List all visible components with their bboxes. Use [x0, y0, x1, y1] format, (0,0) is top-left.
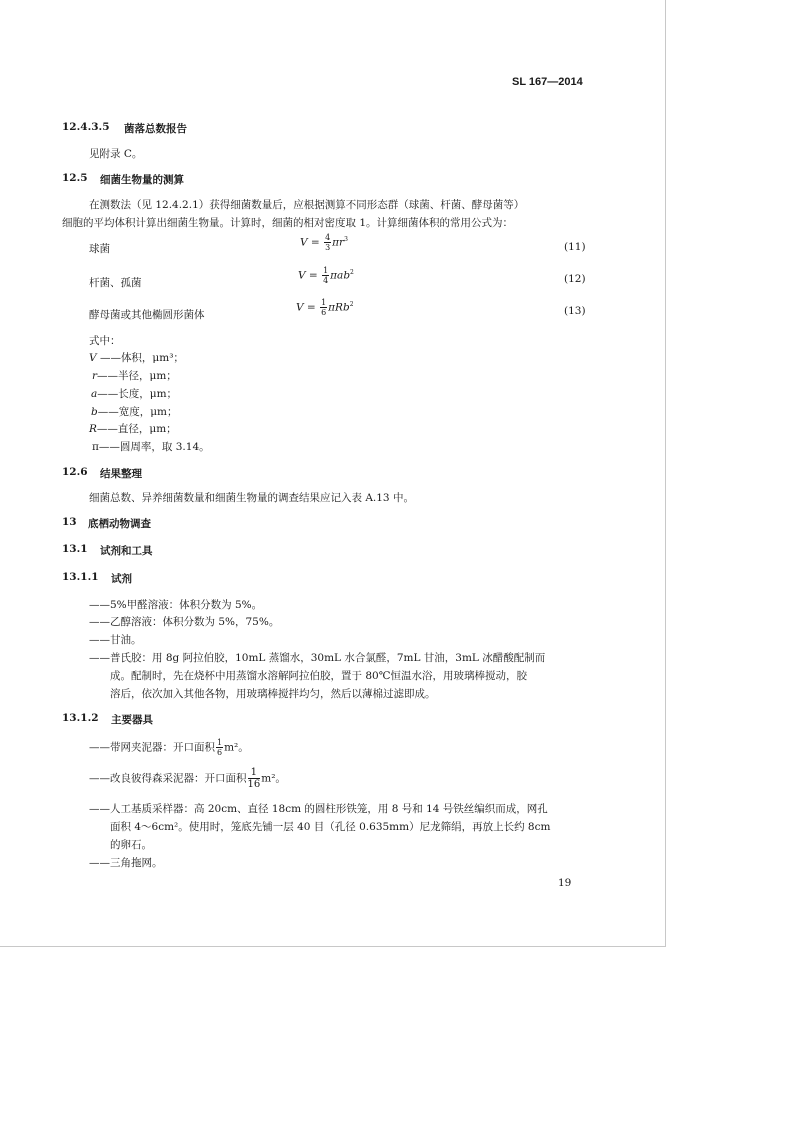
- definition-item: π——圆周率，取 3.14。: [92, 441, 210, 453]
- equation-number: (13): [564, 305, 586, 317]
- formula-label: 杆菌、孤菌: [89, 277, 142, 289]
- list-item: ——5%甲醛溶液：体积分数为 5%。: [89, 599, 263, 611]
- section-title: 主要器具: [111, 714, 153, 726]
- list-item: ——三角拖网。: [89, 857, 163, 869]
- equation-number: (12): [564, 273, 586, 285]
- list-item: ——带网夹泥器：开口面积 $\frac{1}{6}$ m²。: [89, 738, 249, 757]
- list-item: ——普氏胶：用 8g 阿拉伯胶，10mL 蒸馏水，30mL 水合氯醛，7mL 甘油，3mL 冰醋酸配制而: [89, 652, 546, 664]
- section-title: 试剂: [111, 573, 132, 585]
- section-title: 菌落总数报告: [124, 123, 187, 135]
- paragraph-line: 细胞的平均体积计算出细菌生物量。计算时，细菌的相对密度取 1。计算细菌体积的常用公式为：: [62, 217, 514, 229]
- definition-item: a——长度，μm；: [91, 388, 178, 400]
- definition-item: r——半径，μm；: [92, 370, 177, 382]
- chapter-number: 13: [62, 516, 77, 528]
- page-number: 19: [558, 877, 572, 889]
- definition-item: R——直径，μm；: [89, 423, 177, 435]
- paragraph: 细菌总数、异养细菌数量和细菌生物量的调查结果应记入表 A.13 中。: [89, 492, 414, 504]
- formula: V = $\frac{4}{3}$ $\pi r^3$: [300, 233, 348, 252]
- section-number: 12.4.3.5: [62, 121, 110, 133]
- section-number: 13.1.1: [62, 571, 99, 583]
- paragraph-line: 在测数法（见 12.4.2.1）获得细菌数量后，应根据测算不同形态群（球菌、杆菌、酵母菌等）: [89, 199, 525, 211]
- formula: V = $\frac{1}{4}$ πab$^2$: [298, 266, 354, 285]
- section-number: 12.6: [62, 466, 88, 478]
- chapter-title: 底栖动物调查: [88, 518, 151, 530]
- list-item-continuation: 的卵石。: [110, 839, 152, 851]
- section-number: 13.1: [62, 543, 88, 555]
- section-title: 细菌生物量的测算: [100, 174, 184, 186]
- definition-item: b——宽度，μm；: [91, 406, 178, 418]
- list-item-continuation: 溶后，依次加入其他各物，用玻璃棒搅拌均匀，然后以薄棉过滤即成。: [110, 688, 436, 700]
- definition-item: V ——体积，μm³；: [89, 352, 184, 364]
- section-title: 试剂和工具: [100, 545, 153, 557]
- paragraph: 见附录 C。: [89, 148, 143, 160]
- list-item: ——乙醇溶液：体积分数为 5%，75%。: [89, 616, 280, 628]
- equation-number: (11): [564, 241, 586, 253]
- formula-label: 酵母菌或其他椭圆形菌体: [89, 309, 205, 321]
- list-item: ——人工基质采样器：高 20cm、直径 18cm 的圆柱形铁笼，用 8 号和 14 号铁丝编织而成，网孔: [89, 803, 548, 815]
- list-item: ——改良彼得森采泥器：开口面积 $\frac{1}{16}$ m²。: [89, 767, 286, 790]
- section-title: 结果整理: [100, 468, 142, 480]
- formula: V = $\frac{1}{6}$ πRb$^2$: [296, 298, 354, 317]
- section-number: 13.1.2: [62, 712, 99, 724]
- list-item: ——甘油。: [89, 634, 142, 646]
- list-item-continuation: 成。配制时，先在烧杯中用蒸馏水溶解阿拉伯胶，置于 80℃恒温水浴，用玻璃棒搅动，胶: [110, 670, 527, 682]
- standard-number: SL 167—2014: [512, 76, 583, 88]
- formula-label: 球菌: [89, 243, 110, 255]
- where-label: 式中：: [89, 335, 121, 347]
- section-number: 12.5: [62, 172, 88, 184]
- list-item-continuation: 面积 4～6cm²。使用时，笼底先铺一层 40 目（孔径 0.635mm）尼龙筛绢，再放上长约 8cm: [110, 821, 551, 833]
